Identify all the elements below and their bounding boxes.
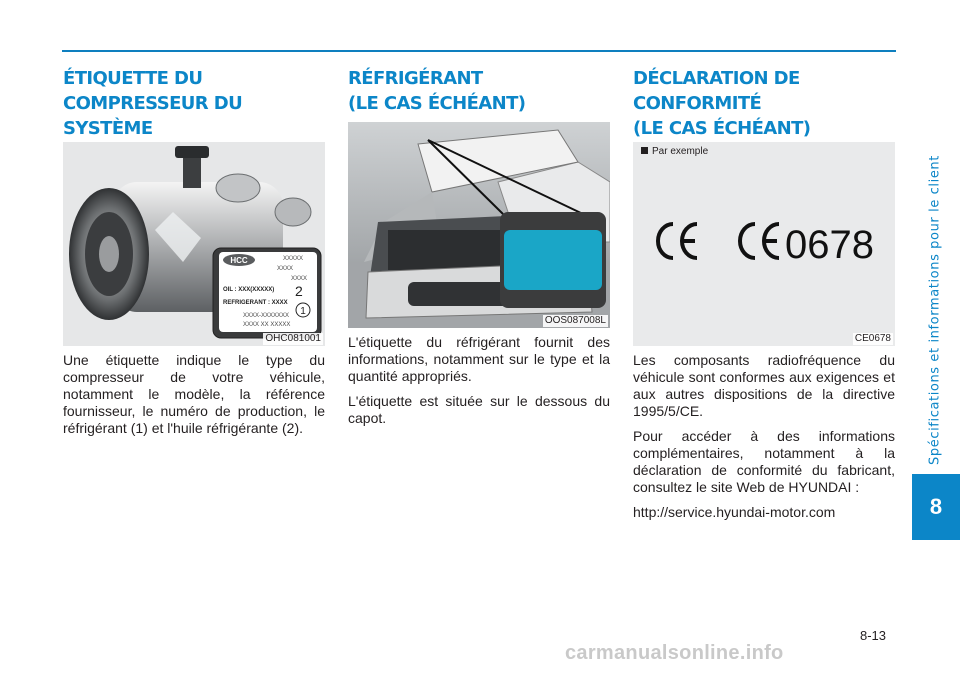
page-number: 8-13 [860,628,887,643]
url-text: http://service.hyundai-motor.com [633,504,836,520]
section-compressor-label [63,66,325,445]
paragraph: Pour accéder à des informations complémentaires, notamment à la déclaration de conformité du fabricant, consultez le site Web de HYUNDAI : [633,428,895,495]
label-line3: XXXX [290,276,308,282]
section-declaration [633,66,895,529]
figure-note [641,146,708,157]
section-body [63,352,325,437]
label-brand: HCC [230,256,248,265]
section-heading: ÉTIQUETTE DU COMPRESSEUR DU SYSTÈME [63,68,243,139]
section-heading: RÉFRIGÉRANT (LE CAS ÉCHÉANT) [348,68,526,114]
ce-figure [633,142,895,346]
chapter-tab: 8 [912,474,960,540]
car-hood-photo [348,122,610,328]
label-line2: XXXX [276,266,294,272]
bullet-square-icon [641,147,648,154]
section-refrigerant [348,66,610,435]
label-line1: XXXXX [282,256,304,262]
ce-number: 0678 [785,223,874,267]
watermark: carmanualsonline.info [565,642,784,664]
figure-code: OHC081001 [265,333,321,344]
paragraph: L'étiquette est située sur le dessous du capot. [348,393,610,426]
callout-2: 2 [295,283,303,299]
callout-1: 1 [300,306,306,317]
figure-code: CE0678 [854,333,891,344]
label-line5: XXXX XX XXXXX [243,322,291,328]
paragraph: L'étiquette du réfrigérant fournit des informations, notamment sur le type et la quantité appropriés. [348,334,610,384]
compressor-figure [63,142,325,346]
label-oil: OIL : XXX(XXXXX) [223,287,275,293]
section-heading: DÉCLARATION DE CONFORMITÉ (LE CAS ÉCHÉANT) [633,68,811,139]
section-body [633,352,895,521]
label-line4: XXXX-XXXXXXX [243,313,290,319]
label-refrigerant: REFRIGERANT : XXXX [223,300,288,306]
figure-note-text: Par exemple [652,146,709,157]
figure-code: OOS087008L [544,315,606,326]
paragraph: Une étiquette indique le type du compresseur de votre véhicule, notamment le modèle, la référence fournisseur, le numéro de production, le réfrigérant (1) et l'huile réfrigérante (2). [63,352,325,436]
side-chapter-title: Spécifications et informations pour le client [927,155,943,465]
ce-marks [633,142,895,346]
top-rule [62,50,896,52]
compressor-illustration [63,142,325,346]
section-body [348,334,610,427]
paragraph: Les composants radiofréquence du véhicule sont conformes aux exigences et aux autres dispositions de la directive 1995/5/CE. [633,352,895,419]
car-hood-figure [348,122,610,328]
